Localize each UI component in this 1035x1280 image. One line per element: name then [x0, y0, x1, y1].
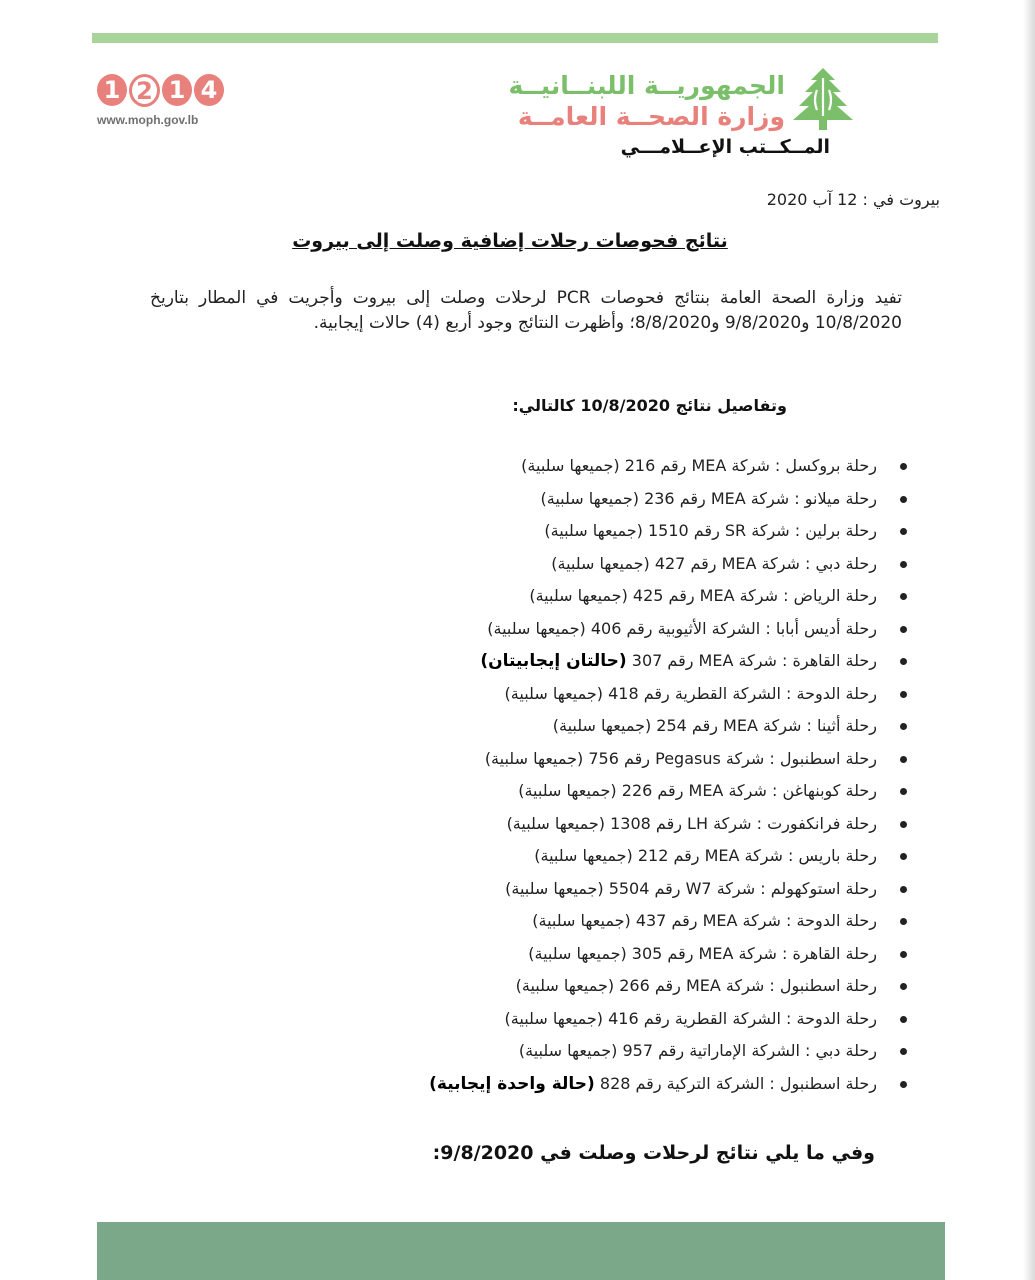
flight-description: رحلة أديس أبابا : الشركة الأثيوبية رقم 406 — [590, 618, 877, 638]
bullet-icon — [900, 658, 907, 665]
flight-description: رحلة ميلانو : شركة MEA رقم 236 — [644, 488, 877, 508]
flight-result-status: (جميعها سلبية) — [532, 911, 631, 930]
flight-result-item — [429, 645, 907, 678]
footer-bar — [97, 1222, 945, 1280]
cedar-tree-logo-icon — [787, 66, 859, 132]
bullet-icon — [900, 1016, 907, 1023]
bullet-icon — [900, 561, 907, 568]
flight-description: رحلة أثينا : شركة MEA رقم 254 — [656, 716, 877, 735]
flight-description: رحلة الدوحة : شركة MEA رقم 437 — [635, 911, 877, 930]
flight-result-status: (جميعها سلبية) — [518, 781, 617, 800]
bullet-icon — [900, 1081, 907, 1088]
bullet-icon — [900, 723, 907, 730]
bullet-icon — [900, 626, 907, 633]
flight-description: رحلة برلين : شركة SR رقم 1510 — [647, 521, 877, 540]
flight-result-status: (جميعها سلبية) — [544, 521, 643, 540]
media-office-title: المــكــتب الإعــلامـــي — [620, 136, 830, 158]
bullet-icon — [900, 463, 907, 470]
ministry-title: وزارة الصحــة العامــة — [517, 102, 785, 131]
flight-result-status: (جميعها سلبية) — [528, 943, 627, 963]
flight-result-item — [429, 580, 907, 613]
flight-description: رحلة بروكسل : شركة MEA رقم 216 — [624, 456, 877, 475]
flight-result-status: (جميعها سلبية) — [484, 748, 584, 768]
flight-result-item — [429, 515, 907, 548]
hotline-digit: 1 — [97, 74, 127, 106]
flight-result-status: (جميعها سلبية) — [518, 1041, 618, 1060]
flight-description: رحلة الرياض : شركة MEA رقم 425 — [632, 586, 877, 605]
flight-result-status: (جميعها سلبية) — [506, 813, 606, 833]
flight-result-status: (جميعها سلبية) — [529, 586, 628, 605]
flight-result-status: (جميعها سلبية) — [487, 618, 586, 638]
flight-result-status: (جميعها سلبية) — [551, 553, 650, 573]
republic-name: الجمهوريــة اللبنــانيــة — [508, 71, 785, 100]
flight-result-item — [429, 743, 907, 776]
page-edge-shadow — [1023, 0, 1035, 1280]
flight-description: رحلة القاهرة : شركة MEA رقم 305 — [631, 943, 877, 963]
bullet-icon — [900, 951, 907, 958]
next-section-heading: وفي ما يلي نتائج لرحلات وصلت في 9/8/2020: — [432, 1142, 875, 1164]
flight-description: رحلة القاهرة : شركة MEA رقم 307 — [631, 651, 877, 670]
flight-result-item — [429, 938, 907, 971]
bullet-icon — [900, 756, 907, 763]
flight-result-item — [429, 970, 907, 1003]
hotline-digit: 1 — [162, 74, 192, 106]
flight-description: رحلة الدوحة : الشركة القطرية رقم 418 — [608, 683, 877, 703]
flight-result-status: (جميعها سلبية) — [504, 1008, 603, 1028]
bullet-icon — [900, 821, 907, 828]
flight-description: رحلة فرانكفورت : شركة LH رقم 1308 — [610, 813, 877, 833]
bullet-icon — [900, 886, 907, 893]
bullet-icon — [900, 496, 907, 503]
flight-description: رحلة استوكهولم : شركة W7 رقم 5504 — [608, 878, 877, 898]
bullet-icon — [900, 983, 907, 990]
bullet-icon — [900, 1048, 907, 1055]
flight-description: رحلة اسطنبول : شركة Pegasus رقم 756 — [588, 748, 877, 768]
flight-result-item — [429, 678, 907, 711]
hotline-digits — [97, 74, 237, 107]
flight-result-status: (جميعها سلبية) — [540, 488, 639, 508]
intro-paragraph: تفيد وزارة الصحة العامة بنتائج فحوصات PCR لرحلات وصلت إلى بيروت وأجريت في المطار بتاريخ 10/8/2020 و9/8/2020 و8/8/2020؛ وأظهرت النتائج وجود أربع (4) حالات إيجابية. — [150, 288, 902, 333]
ministry-name — [508, 70, 785, 132]
flight-description: رحلة دبي : الشركة الإماراتية رقم 957 — [622, 1041, 877, 1060]
hotline-digit: 4 — [194, 74, 224, 106]
flight-result-item — [429, 710, 907, 743]
flight-result-status: (حالتان إيجابيتان) — [480, 651, 627, 671]
flight-result-status: (جميعها سلبية) — [534, 846, 633, 865]
hotline-logo — [97, 74, 237, 127]
flight-result-item — [429, 1035, 907, 1068]
flight-result-status: (حالة واحدة إيجابية) — [429, 1073, 595, 1094]
flight-description: رحلة كوبنهاغن : شركة MEA رقم 226 — [621, 781, 877, 800]
date-line: بيروت في : 12 آب 2020 — [766, 190, 940, 209]
hotline-digit: 2 — [129, 74, 160, 107]
flight-description: رحلة باريس : شركة MEA رقم 212 — [637, 846, 877, 865]
bullet-icon — [900, 691, 907, 698]
flight-result-item — [429, 775, 907, 808]
bullet-icon — [900, 918, 907, 925]
flight-result-status: (جميعها سلبية) — [504, 683, 603, 703]
details-subheading: وتفاصيل نتائج 10/8/2020 كالتالي: — [512, 396, 787, 415]
flight-result-item — [429, 1003, 907, 1036]
flight-description: رحلة الدوحة : الشركة القطرية رقم 416 — [608, 1008, 877, 1028]
flight-result-item — [429, 808, 907, 841]
flight-description: رحلة اسطنبول : شركة MEA رقم 266 — [619, 976, 877, 995]
flight-result-item — [429, 483, 907, 516]
flight-results-list — [429, 450, 907, 1100]
bullet-icon — [900, 853, 907, 860]
flight-description: رحلة اسطنبول : الشركة التركية رقم 828 — [599, 1073, 877, 1093]
bullet-icon — [900, 528, 907, 535]
flight-result-item — [429, 905, 907, 938]
flight-result-status: (جميعها سلبية) — [552, 716, 652, 735]
flight-result-item — [429, 450, 907, 483]
flight-result-item — [429, 613, 907, 646]
flight-result-item — [429, 840, 907, 873]
flight-result-status: (جميعها سلبية) — [515, 976, 615, 995]
header-divider-bar — [92, 33, 938, 43]
flight-result-status: (جميعها سلبية) — [505, 878, 604, 898]
bullet-icon — [900, 593, 907, 600]
flight-result-status: (جميعها سلبية) — [521, 456, 620, 475]
flight-result-item — [429, 873, 907, 906]
bullet-icon — [900, 788, 907, 795]
website-text: www.moph.gov.lb — [97, 113, 199, 127]
flight-result-item — [429, 1068, 907, 1101]
flight-result-item — [429, 548, 907, 581]
document-title: نتائج فحوصات رحلات إضافية وصلت إلى بيروت — [292, 230, 728, 252]
flight-description: رحلة دبي : شركة MEA رقم 427 — [654, 553, 877, 573]
